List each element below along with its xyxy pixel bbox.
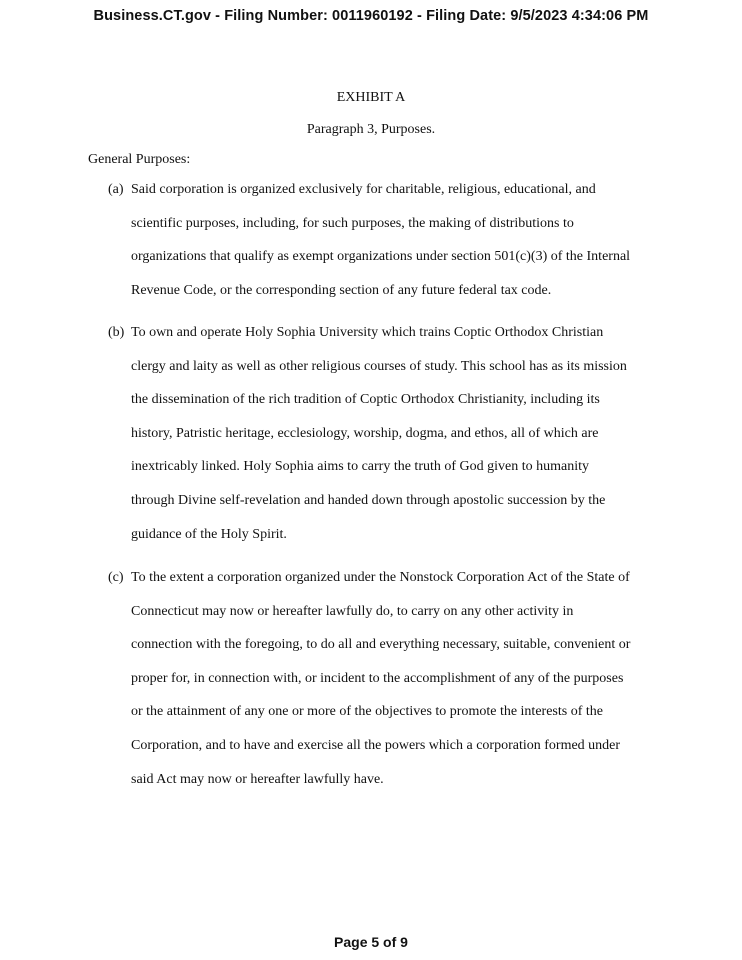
general-purposes-heading: General Purposes: [88, 152, 191, 167]
clause-line: said Act may now or hereafter lawfully have. [131, 771, 384, 787]
clause-line: Said corporation is organized exclusively for charitable, religious, educational, and [131, 182, 596, 197]
clause-line: Connecticut may now or hereafter lawfully do, to carry on any other activity in [131, 603, 574, 619]
exhibit-subtitle: Paragraph 3, Purposes. [306, 122, 436, 137]
clause-line: through Divine self-revelation and handed down through apostolic succession by the [131, 492, 606, 508]
exhibit-title: EXHIBIT A [336, 90, 406, 105]
clause-line: inextricably linked. Holy Sophia aims to carry the truth of God given to humanity [131, 459, 590, 475]
clause-line: To own and operate Holy Sophia University which trains Coptic Orthodox Christian [131, 325, 604, 340]
clause-line: scientific purposes, including, for such purposes, the making of distributions to [131, 215, 574, 231]
filing-header: Business.CT.gov - Filing Number: 0011960192 - Filing Date: 9/5/2023 4:34:06 PM [93, 8, 649, 24]
clause-line: connection with the foregoing, to do all and everything necessary, suitable, convenient or [131, 637, 631, 653]
clause-marker: (a) [108, 182, 124, 197]
clause-line: clergy and laity as well as other religious courses of study. This school has as its mission [131, 358, 627, 374]
clause-line: history, Patristic heritage, ecclesiology, worship, dogma, and ethos, all of which are [131, 425, 599, 441]
clause-line: To the extent a corporation organized under the Nonstock Corporation Act of the State of [131, 570, 630, 585]
clause-marker: (c) [108, 570, 124, 585]
clause-line: or the attainment of any one or more of the objectives to promote the interests of the [131, 704, 603, 720]
clause-marker: (b) [108, 325, 125, 340]
clause-line: Revenue Code, or the corresponding section of any future federal tax code. [131, 282, 552, 298]
clause-line: guidance of the Holy Spirit. [131, 526, 287, 542]
clause-line: organizations that qualify as exempt organizations under section 501(c)(3) of the Internal [131, 249, 631, 265]
clause-line: the dissemination of the rich tradition of Coptic Orthodox Christianity, including its [131, 392, 600, 408]
page-number: Page 5 of 9 [334, 934, 408, 950]
clause-line: proper for, in connection with, or incident to the accomplishment of any of the purposes [131, 670, 624, 686]
clause-line: Corporation, and to have and exercise all the powers which a corporation formed under [131, 737, 621, 753]
